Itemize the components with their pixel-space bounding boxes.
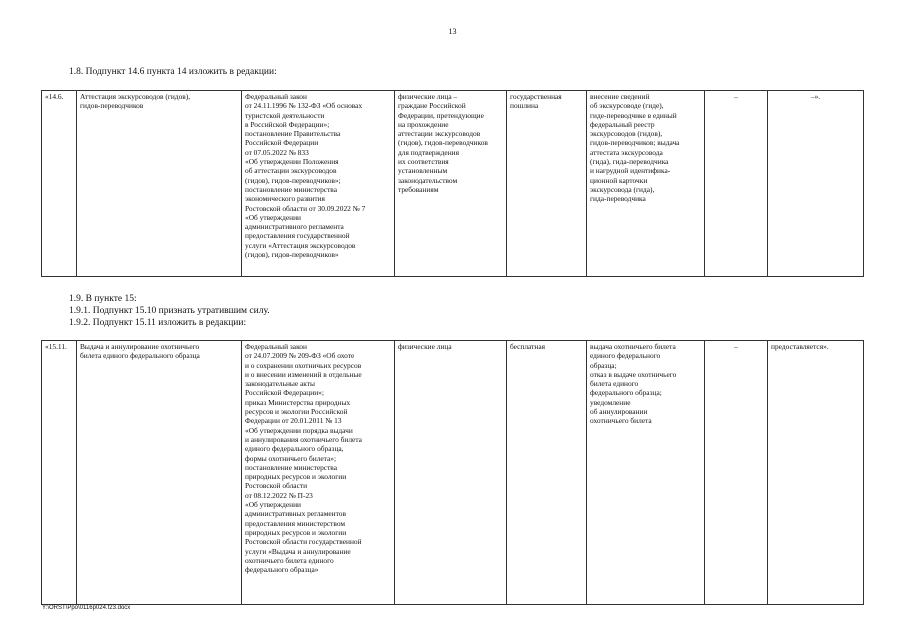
paragraph-1-8: 1.8. Подпункт 14.6 пункта 14 изложить в редакции: — [69, 67, 277, 77]
result-cell: внесение сведений об экскурсоводе (гиде), гиде-переводчике в единый федеральный реестр экскурсоводов (гидов), гидов-переводчиков; выдача аттестата экскурсовода (гида), гида-переводчика и нагрудной идентифика- ционной карточки экскурсовода (гида), гида-переводчика — [587, 91, 705, 277]
table-row — [42, 341, 864, 605]
column-8-cell: предоставляется». — [768, 341, 864, 605]
legal-basis-cell: Федеральный закон от 24.07.2009 № 209-ФЗ «Об охоте и о сохранении охотничьих ресурсов и о внесении изменений в отдельные законодательные акты Российской Федерации»; приказ Министерства природных ресурсов и экологии Российской Федерации от 20.01.2011 № 13 «Об утверждении порядка выдачи и аннулирования охотничьего билета единого федерального образца, формы охотничьего билета»; постановление министерства природных ресурсов и экологии Ростовской области от 08.12.2022 № П-23 «Об утверждении административных регламентов предоставления министерством природных ресурсов и экологии Ростовской области государственной услуги «Выдача и аннулирование охотничьего билета единого федерального образца» — [242, 341, 395, 605]
fee-cell: бесплатная — [507, 341, 587, 605]
paragraph-1-9-2: 1.9.2. Подпункт 15.11 изложить в редакции: — [69, 318, 247, 328]
service-name-cell: Выдача и аннулирование охотничьего билета единого федерального образца — [77, 341, 242, 605]
table-15-11 — [41, 340, 864, 605]
service-name-cell: Аттестация экскурсоводов (гидов), гидов-переводчиков — [77, 91, 242, 277]
column-7-cell: – — [705, 91, 768, 277]
page-number: 13 — [448, 27, 457, 36]
item-number-cell: «15.11. — [42, 341, 77, 605]
applicants-cell: физические лица – граждане Российской Федерации, претендующие на прохождение аттестации экскурсоводов (гидов), гидов-переводчиков для подтверждения их соответствия установленным законодательством требованиям — [395, 91, 507, 277]
paragraph-1-9: 1.9. В пункте 15: — [69, 294, 137, 304]
table-row — [42, 91, 864, 277]
applicants-cell: физические лица — [395, 341, 507, 605]
column-7-cell: – — [705, 341, 768, 605]
legal-basis-cell: Федеральный закон от 24.11.1996 № 132-ФЗ «Об основах туристской деятельности в Российской Федерации»; постановление Правительства Российской Федерации от 07.05.2022 № 833 «Об утверждении Положения об аттестации экскурсоводов (гидов), гидов-переводчиков»; постановление министерства экономического развития Ростовской области от 30.09.2022 № 7 «Об утверждении административного регламента предоставления государственной услуги «Аттестация экскурсоводов (гидов), гидов-переводчиков» — [242, 91, 395, 277]
file-path-footer: Y:\ORST\Ppo\0116p024.f23.docx — [42, 605, 131, 611]
column-8-cell: –». — [768, 91, 864, 277]
paragraph-1-9-1: 1.9.1. Подпункт 15.10 признать утратившим силу. — [69, 306, 270, 316]
result-cell: выдача охотничьего билета единого федерального образца; отказ в выдаче охотничьего билета единого федерального образца; уведомление об аннулировании охотничьего билета — [587, 341, 705, 605]
fee-cell: государственная пошлина — [507, 91, 587, 277]
table-14-6 — [41, 90, 864, 277]
item-number-cell: «14.6. — [42, 91, 77, 277]
